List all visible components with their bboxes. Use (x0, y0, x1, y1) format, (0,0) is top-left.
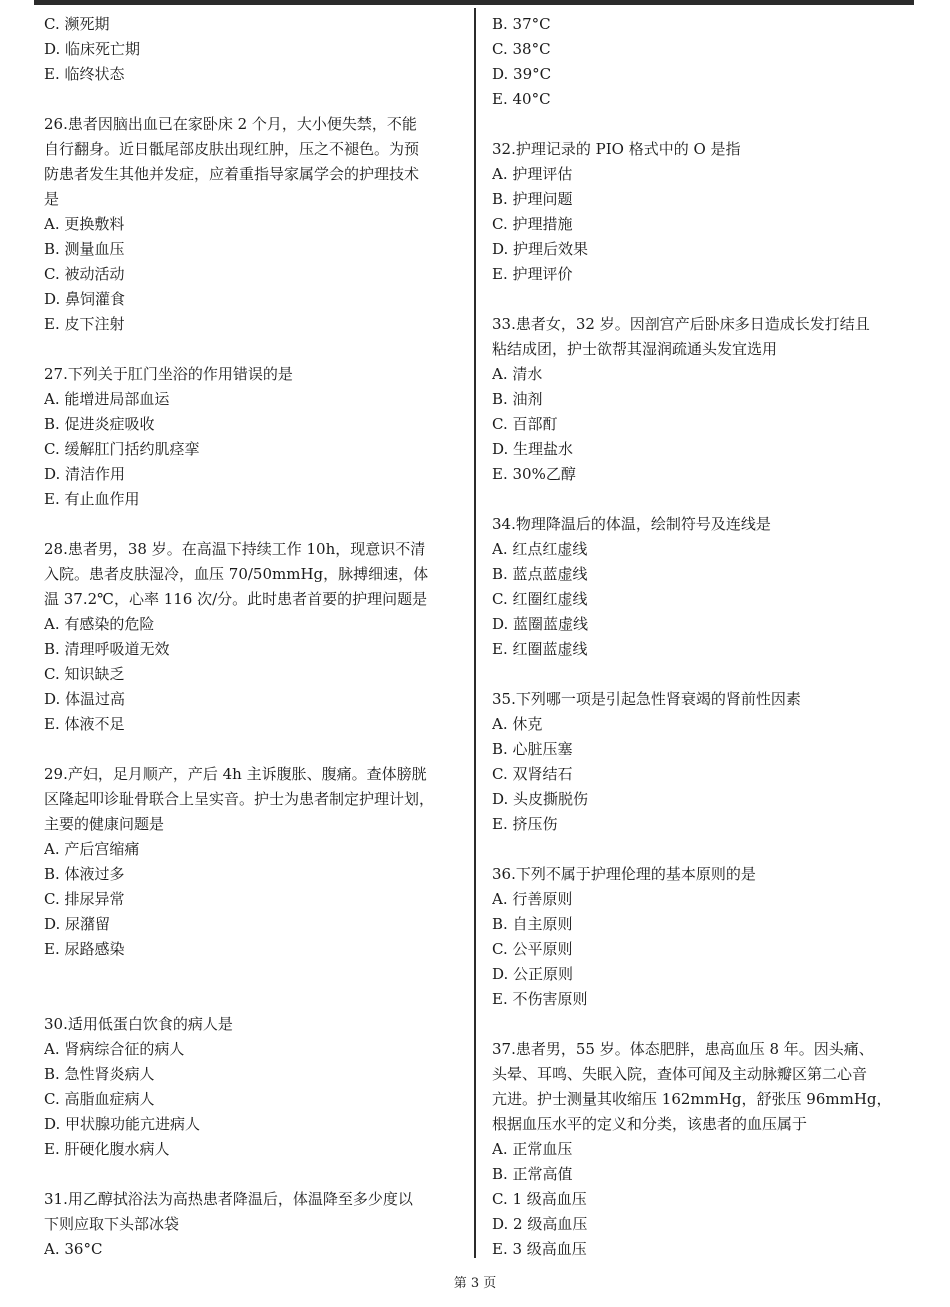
option: E. 皮下注射 (44, 315, 125, 333)
option: D. 头皮撕脱伤 (492, 790, 589, 808)
option: E. 挤压伤 (492, 815, 558, 833)
question-stem-line: 35.下列哪一项是引起急性肾衰竭的肾前性因素 (492, 690, 801, 708)
question-31 (44, 1187, 464, 1262)
option: A. 更换敷料 (44, 215, 125, 233)
option: E. 40°C (492, 90, 551, 108)
question-35 (492, 687, 912, 837)
option: C. 高脂血症病人 (44, 1090, 155, 1108)
option: C. 公平原则 (492, 940, 573, 958)
option: A. 红点红虚线 (492, 540, 588, 558)
question-31-tail (492, 12, 912, 112)
option: D. 鼻饲灌食 (44, 290, 126, 308)
option: D. 尿潴留 (44, 915, 111, 933)
option: A. 正常血压 (492, 1140, 573, 1158)
option: E. 3 级高血压 (492, 1240, 587, 1258)
question-stem-line: 32.护理记录的 PIO 格式中的 O 是指 (492, 140, 741, 158)
question-stem-line: 亢进。护士测量其收缩压 162mmHg，舒张压 96mmHg， (492, 1090, 892, 1108)
question-25-tail (44, 12, 464, 87)
question-stem-line: 33.患者女，32 岁。因剖宫产后卧床多日造成长发打结且 (492, 315, 870, 333)
option: B. 体液过多 (44, 865, 125, 883)
option: C. 双肾结石 (492, 765, 573, 783)
question-stem-line: 防患者发生其他并发症，应着重指导家属学会的护理技术 (44, 165, 420, 183)
question-34 (492, 512, 912, 662)
question-stem-line: 自行翻身。近日骶尾部皮肤出现红肿，压之不褪色。为预 (44, 140, 420, 158)
question-stem-line: 29.产妇，足月顺产，产后 4h 主诉腹胀、腹痛。查体膀胱 (44, 765, 427, 783)
question-32 (492, 137, 912, 287)
option: A. 清水 (492, 365, 543, 383)
option: D. 临床死亡期 (44, 40, 141, 58)
question-stem-line: 粘结成团，护士欲帮其湿润疏通头发宜选用 (492, 340, 778, 358)
option: E. 30%乙醇 (492, 465, 576, 483)
question-stem-line: 36.下列不属于护理伦理的基本原则的是 (492, 865, 756, 883)
question-stem-line: 30.适用低蛋白饮食的病人是 (44, 1015, 233, 1033)
question-stem-line: 37.患者男，55 岁。体态肥胖，患高血压 8 年。因头痛、 (492, 1040, 874, 1058)
option: C. 红圈红虚线 (492, 590, 588, 608)
question-stem-line: 温 37.2℃，心率 116 次/分。此时患者首要的护理问题是 (44, 590, 428, 608)
question-stem-line: 是 (44, 190, 60, 208)
option: C. 护理措施 (492, 215, 573, 233)
question-27 (44, 362, 464, 512)
option: D. 护理后效果 (492, 240, 589, 258)
option: C. 濒死期 (44, 15, 110, 33)
option: E. 红圈蓝虚线 (492, 640, 588, 658)
option: B. 正常高值 (492, 1165, 573, 1183)
option: D. 甲状腺功能亢进病人 (44, 1115, 201, 1133)
option: B. 油剂 (492, 390, 543, 408)
question-30 (44, 1012, 464, 1162)
question-26 (44, 112, 464, 337)
option: C. 百部酊 (492, 415, 558, 433)
option: C. 缓解肛门括约肌痉挛 (44, 440, 200, 458)
question-stem-line: 入院。患者皮肤湿冷，血压 70/50mmHg，脉搏细速，体 (44, 565, 429, 583)
option: C. 1 级高血压 (492, 1190, 587, 1208)
option: B. 促进炎症吸收 (44, 415, 155, 433)
question-stem-line: 头晕、耳鸣、失眠入院，查体可闻及主动脉瓣区第二心音 (492, 1065, 868, 1083)
option: C. 38°C (492, 40, 551, 58)
option: C. 排尿异常 (44, 890, 125, 908)
question-stem-line: 下则应取下头部冰袋 (44, 1215, 180, 1233)
option: D. 体温过高 (44, 690, 126, 708)
option: C. 知识缺乏 (44, 665, 125, 683)
option: B. 自主原则 (492, 915, 573, 933)
option: B. 护理问题 (492, 190, 573, 208)
option: E. 临终状态 (44, 65, 125, 83)
question-stem-line: 34.物理降温后的体温，绘制符号及连线是 (492, 515, 771, 533)
question-stem-line: 区隆起叩诊耻骨联合上呈实音。护士为患者制定护理计划， (44, 790, 435, 808)
question-37 (492, 1037, 912, 1262)
option: B. 心脏压塞 (492, 740, 573, 758)
option: E. 有止血作用 (44, 490, 140, 508)
question-36 (492, 862, 912, 1012)
option: A. 能增进局部血运 (44, 390, 170, 408)
option: E. 体液不足 (44, 715, 125, 733)
option: C. 被动活动 (44, 265, 125, 283)
option: E. 肝硬化腹水病人 (44, 1140, 170, 1158)
option: D. 生理盐水 (492, 440, 574, 458)
option: A. 护理评估 (492, 165, 573, 183)
option: A. 产后宫缩痛 (44, 840, 140, 858)
left-column (44, 12, 464, 1262)
option: D. 39°C (492, 65, 552, 83)
option: A. 休克 (492, 715, 543, 733)
page-number: 第 3 页 (453, 1276, 497, 1291)
option: D. 公正原则 (492, 965, 574, 983)
question-stem-line: 26.患者因脑出血已在家卧床 2 个月，大小便失禁，不能 (44, 115, 417, 133)
question-stem-line: 根据血压水平的定义和分类，该患者的血压属于 (492, 1115, 808, 1133)
option: E. 护理评价 (492, 265, 573, 283)
column-divider (474, 8, 476, 1258)
question-29 (44, 762, 464, 962)
option: A. 36°C (44, 1240, 103, 1258)
option: E. 尿路感染 (44, 940, 125, 958)
option: A. 有感染的危险 (44, 615, 155, 633)
option: E. 不伤害原则 (492, 990, 588, 1008)
option: D. 2 级高血压 (492, 1215, 588, 1233)
question-stem-line: 27.下列关于肛门坐浴的作用错误的是 (44, 365, 293, 383)
option: A. 肾病综合征的病人 (44, 1040, 185, 1058)
option: B. 急性肾炎病人 (44, 1065, 155, 1083)
question-stem-line: 31.用乙醇拭浴法为高热患者降温后，体温降至多少度以 (44, 1190, 413, 1208)
question-stem-line: 主要的健康问题是 (44, 815, 165, 833)
option: D. 蓝圈蓝虚线 (492, 615, 589, 633)
option: A. 行善原则 (492, 890, 573, 908)
option: B. 37°C (492, 15, 551, 33)
option: B. 蓝点蓝虚线 (492, 565, 588, 583)
question-33 (492, 312, 912, 487)
right-column (492, 12, 912, 1262)
question-stem-line: 28.患者男，38 岁。在高温下持续工作 10h，现意识不清 (44, 540, 426, 558)
option: B. 测量血压 (44, 240, 125, 258)
question-28 (44, 537, 464, 737)
option: B. 清理呼吸道无效 (44, 640, 170, 658)
page-top-rule (34, 0, 914, 5)
option: D. 清洁作用 (44, 465, 126, 483)
